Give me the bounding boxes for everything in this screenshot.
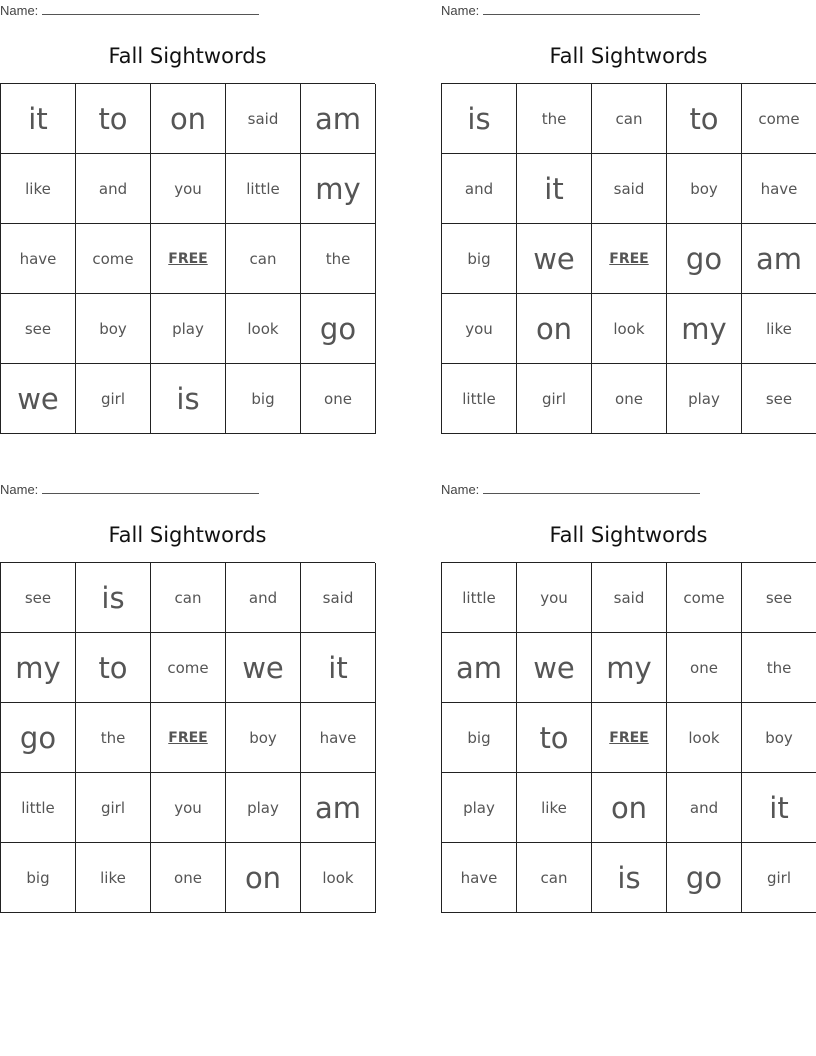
word-cell: girl (742, 843, 816, 913)
word-cell: big (442, 703, 517, 773)
word-cell: little (442, 563, 517, 633)
word-cell: play (667, 364, 742, 434)
word-cell: the (301, 224, 376, 294)
word-cell: look (667, 703, 742, 773)
word-cell: is (76, 563, 151, 633)
word-cell: go (667, 224, 742, 294)
word-cell: it (742, 773, 816, 843)
word-cell: have (301, 703, 376, 773)
word-cell: and (226, 563, 301, 633)
word-cell: am (742, 224, 816, 294)
word-cell: to (667, 84, 742, 154)
card-title: Fall Sightwords (549, 523, 708, 547)
word-cell: boy (667, 154, 742, 224)
word-cell: one (151, 843, 226, 913)
bingo-grid (441, 83, 816, 434)
word-cell: it (1, 84, 76, 154)
word-cell: on (517, 294, 592, 364)
free-space: FREE (151, 703, 226, 773)
word-cell: my (1, 633, 76, 703)
word-cell: my (592, 633, 667, 703)
word-cell: we (517, 633, 592, 703)
word-cell: play (226, 773, 301, 843)
bingo-card-3 (0, 479, 375, 919)
word-cell: see (1, 294, 76, 364)
word-cell: can (592, 84, 667, 154)
word-cell: have (442, 843, 517, 913)
word-cell: to (76, 633, 151, 703)
name-blank-line (483, 3, 700, 15)
word-cell: look (592, 294, 667, 364)
word-cell: we (226, 633, 301, 703)
word-cell: can (517, 843, 592, 913)
word-cell: little (442, 364, 517, 434)
name-blank-line (42, 3, 259, 15)
word-cell: girl (76, 773, 151, 843)
word-cell: big (1, 843, 76, 913)
word-cell: have (1, 224, 76, 294)
word-cell: is (151, 364, 226, 434)
word-cell: come (151, 633, 226, 703)
word-cell: the (517, 84, 592, 154)
word-cell: to (517, 703, 592, 773)
word-cell: said (592, 563, 667, 633)
name-row (441, 482, 700, 497)
bingo-card-2 (441, 0, 816, 440)
word-cell: you (151, 773, 226, 843)
word-cell: like (76, 843, 151, 913)
bingo-grid (0, 562, 375, 913)
word-cell: like (1, 154, 76, 224)
word-cell: little (226, 154, 301, 224)
card-title: Fall Sightwords (108, 523, 267, 547)
word-cell: my (301, 154, 376, 224)
name-label: Name: (0, 3, 39, 18)
name-label: Name: (0, 482, 39, 497)
word-cell: on (151, 84, 226, 154)
word-cell: it (517, 154, 592, 224)
word-cell: little (1, 773, 76, 843)
bingo-grid (0, 83, 375, 434)
word-cell: and (76, 154, 151, 224)
name-blank-line (483, 482, 700, 494)
word-cell: girl (517, 364, 592, 434)
free-space: FREE (592, 703, 667, 773)
word-cell: am (442, 633, 517, 703)
word-cell: like (742, 294, 816, 364)
word-cell: girl (76, 364, 151, 434)
word-cell: one (667, 633, 742, 703)
word-cell: it (301, 633, 376, 703)
word-cell: we (517, 224, 592, 294)
word-cell: and (667, 773, 742, 843)
word-cell: go (301, 294, 376, 364)
name-row (0, 3, 259, 18)
word-cell: said (592, 154, 667, 224)
word-cell: is (592, 843, 667, 913)
name-row (0, 482, 259, 497)
word-cell: go (667, 843, 742, 913)
word-cell: on (592, 773, 667, 843)
word-cell: can (226, 224, 301, 294)
word-cell: come (742, 84, 816, 154)
word-cell: boy (226, 703, 301, 773)
bingo-card-1 (0, 0, 375, 440)
word-cell: am (301, 773, 376, 843)
word-cell: see (742, 364, 816, 434)
word-cell: said (301, 563, 376, 633)
word-cell: boy (76, 294, 151, 364)
card-title: Fall Sightwords (108, 44, 267, 68)
word-cell: come (76, 224, 151, 294)
word-cell: we (1, 364, 76, 434)
free-space: FREE (151, 224, 226, 294)
word-cell: one (301, 364, 376, 434)
bingo-grid (441, 562, 816, 913)
word-cell: can (151, 563, 226, 633)
word-cell: my (667, 294, 742, 364)
word-cell: said (226, 84, 301, 154)
word-cell: is (442, 84, 517, 154)
word-cell: on (226, 843, 301, 913)
name-blank-line (42, 482, 259, 494)
word-cell: see (742, 563, 816, 633)
free-space: FREE (592, 224, 667, 294)
name-label: Name: (441, 482, 480, 497)
name-row (441, 3, 700, 18)
word-cell: the (742, 633, 816, 703)
word-cell: to (76, 84, 151, 154)
bingo-card-4 (441, 479, 816, 919)
card-title: Fall Sightwords (549, 44, 708, 68)
word-cell: and (442, 154, 517, 224)
name-label: Name: (441, 3, 480, 18)
word-cell: one (592, 364, 667, 434)
word-cell: boy (742, 703, 816, 773)
word-cell: you (151, 154, 226, 224)
word-cell: play (442, 773, 517, 843)
word-cell: like (517, 773, 592, 843)
word-cell: come (667, 563, 742, 633)
word-cell: have (742, 154, 816, 224)
word-cell: look (226, 294, 301, 364)
word-cell: the (76, 703, 151, 773)
word-cell: go (1, 703, 76, 773)
word-cell: big (226, 364, 301, 434)
word-cell: am (301, 84, 376, 154)
word-cell: you (517, 563, 592, 633)
word-cell: big (442, 224, 517, 294)
word-cell: you (442, 294, 517, 364)
word-cell: play (151, 294, 226, 364)
word-cell: look (301, 843, 376, 913)
word-cell: see (1, 563, 76, 633)
